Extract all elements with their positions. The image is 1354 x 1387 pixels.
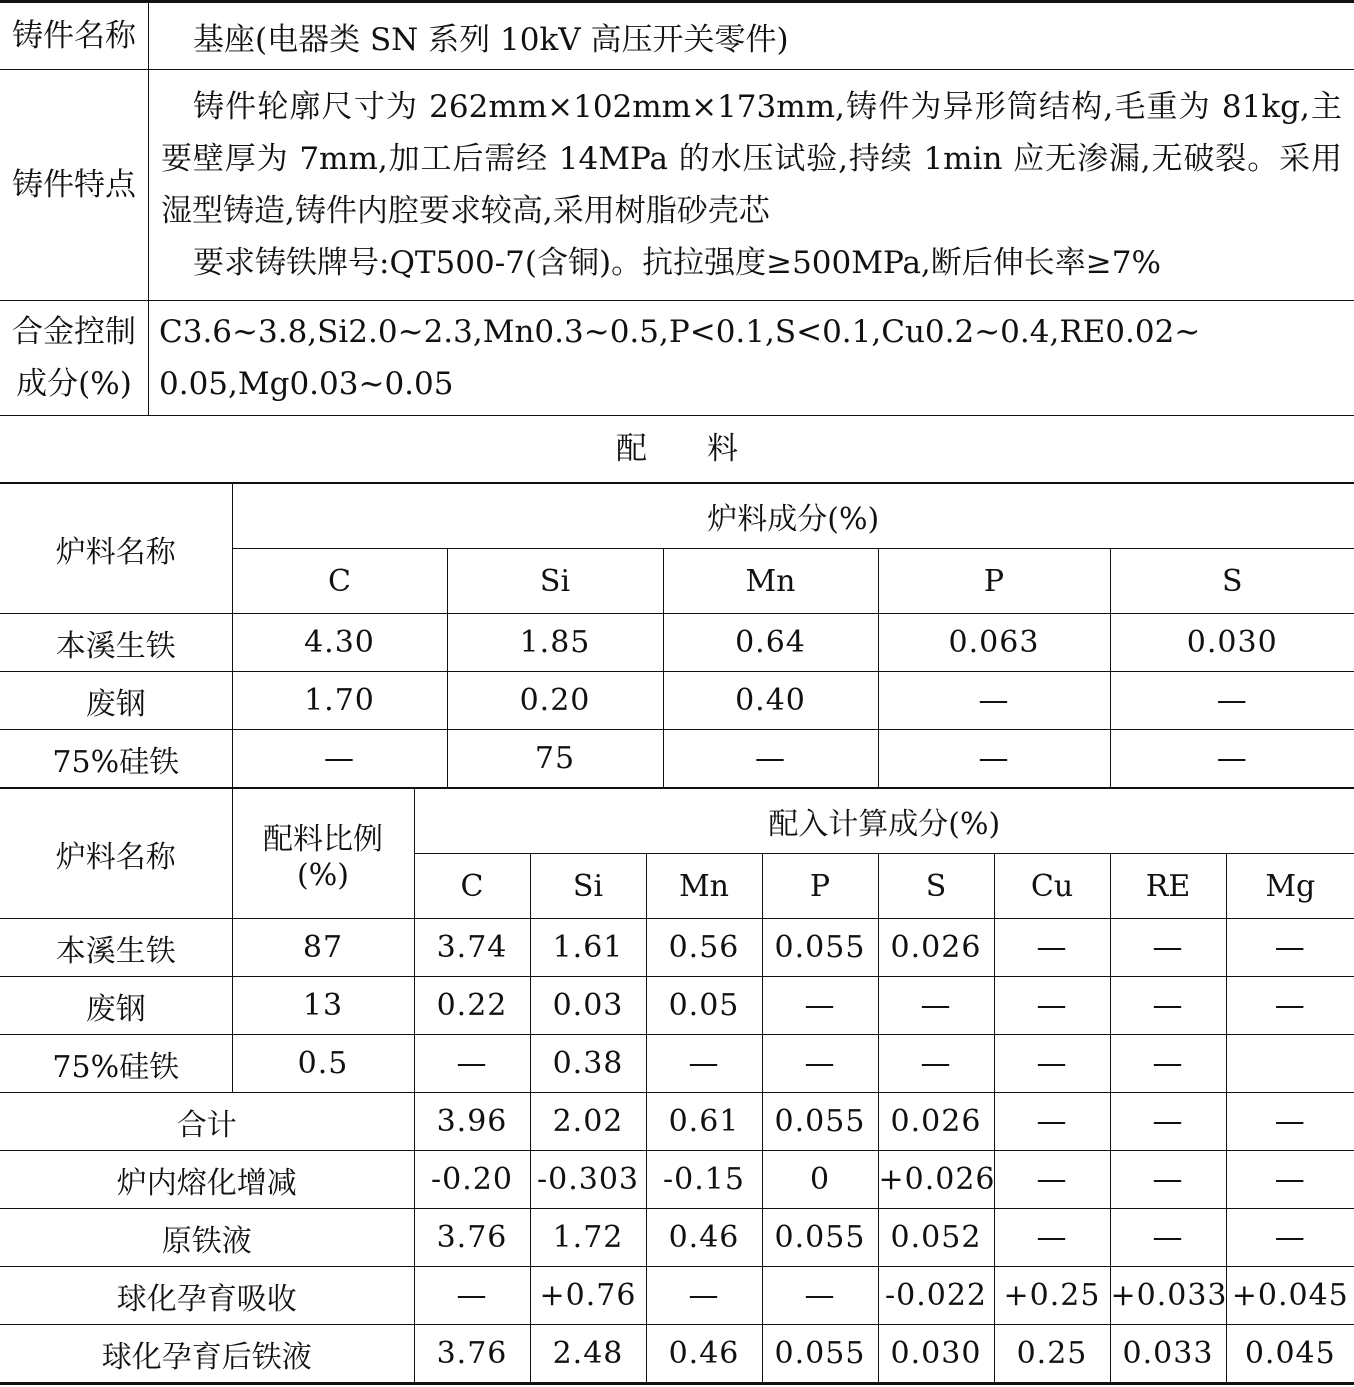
value-cell: —: [994, 977, 1110, 1035]
value-cell: 0.40: [663, 672, 878, 730]
value-cell: 2.48: [530, 1325, 646, 1384]
table-row: [0, 919, 1354, 977]
value-cell: —: [414, 1267, 530, 1325]
column-header: C: [414, 854, 530, 919]
value-cell: 0.20: [447, 672, 663, 730]
column-header: Si: [530, 854, 646, 919]
charge-group-header: 炉料成分(%): [232, 484, 1354, 549]
value-cell: 0.38: [530, 1035, 646, 1093]
value-cell: —: [1226, 977, 1354, 1035]
value-cell: —: [1110, 1209, 1226, 1267]
column-header: P: [878, 549, 1110, 614]
value-cell: —: [878, 672, 1110, 730]
material-name-cell: 废钢: [0, 977, 232, 1035]
info-row-alloy: [0, 301, 1354, 416]
column-header: S: [878, 854, 994, 919]
value-cell: 0.22: [414, 977, 530, 1035]
summary-name-cell: 合计: [0, 1093, 414, 1151]
summary-row: [0, 1209, 1354, 1267]
value-cell: —: [1110, 977, 1226, 1035]
features-paragraph-2: 要求铸铁牌号:QT500-7(含铜)。抗拉强度≥500MPa,断后伸长率≥7%: [193, 245, 1161, 281]
column-header: Mn: [646, 854, 762, 919]
value-cell: —: [1110, 1093, 1226, 1151]
value-cell: —: [878, 730, 1110, 788]
casting-name-label: 铸件名称: [0, 2, 149, 70]
alloy-text-line-1: C3.6~3.8,Si2.0~2.3,Mn0.3~0.5,P<0.1,S<0.1,Cu0.2~0.4,RE0.02~: [159, 314, 1201, 350]
column-header: S: [1110, 549, 1354, 614]
value-cell: 0: [762, 1151, 878, 1209]
value-cell: 0.055: [762, 1325, 878, 1384]
value-cell: 0.030: [1110, 614, 1354, 672]
column-header: C: [232, 549, 447, 614]
value-cell: —: [762, 1267, 878, 1325]
value-cell: 0.05: [646, 977, 762, 1035]
value-cell: 0.25: [994, 1325, 1110, 1384]
summary-name-cell: 球化孕育吸收: [0, 1267, 414, 1325]
alloy-label: [0, 301, 149, 416]
value-cell: 0.063: [878, 614, 1110, 672]
table-row: [0, 614, 1354, 672]
material-name-cell: 本溪生铁: [0, 614, 232, 672]
value-cell: —: [414, 1035, 530, 1093]
value-cell: 75: [447, 730, 663, 788]
casting-features-value: [149, 70, 1354, 301]
value-cell: —: [878, 977, 994, 1035]
column-header: RE: [1110, 854, 1226, 919]
summary-row: [0, 1325, 1354, 1384]
value-cell: —: [232, 730, 447, 788]
value-cell: 0.026: [878, 919, 994, 977]
column-header: Si: [447, 549, 663, 614]
value-cell: —: [878, 1035, 994, 1093]
value-cell: 1.72: [530, 1209, 646, 1267]
value-cell: 0.03: [530, 977, 646, 1035]
value-cell: 3.96: [414, 1093, 530, 1151]
column-header: Cu: [994, 854, 1110, 919]
value-cell: 0.61: [646, 1093, 762, 1151]
value-cell: —: [1110, 1035, 1226, 1093]
calc-group-header: 配入计算成分(%): [414, 789, 1354, 854]
table-row: [0, 672, 1354, 730]
casting-name-value: 基座(电器类 SN 系列 10kV 高压开关零件): [149, 2, 1354, 70]
table-row: [0, 730, 1354, 788]
value-cell: —: [1226, 1151, 1354, 1209]
value-cell: 0.055: [762, 919, 878, 977]
material-name-cell: 本溪生铁: [0, 919, 232, 977]
alloy-label-line-1: 合金控制: [12, 314, 136, 350]
value-cell: -0.20: [414, 1151, 530, 1209]
value-cell: 0.033: [1110, 1325, 1226, 1384]
calc-ratio-header-line-2: (%): [297, 858, 349, 893]
value-cell: -0.022: [878, 1267, 994, 1325]
value-cell: —: [994, 1209, 1110, 1267]
casting-features-label: 铸件特点: [0, 70, 149, 301]
value-cell: 0.56: [646, 919, 762, 977]
value-cell: —: [646, 1267, 762, 1325]
summary-row: [0, 1267, 1354, 1325]
table-row: [0, 977, 1354, 1035]
value-cell: 0.026: [878, 1093, 994, 1151]
value-cell: —: [762, 977, 878, 1035]
material-name-cell: 75%硅铁: [0, 1035, 232, 1093]
features-paragraph-1: 铸件轮廓尺寸为 262mm×102mm×173mm,铸件为异形筒结构,毛重为 81kg,主要壁厚为 7mm,加工后需经 14MPa 的水压试验,持续 1min 应无渗漏,无破裂。采用湿型铸造,铸件内腔要求较高,采用树脂砂壳芯: [161, 89, 1342, 229]
section-caption: 配料: [0, 416, 1354, 483]
alloy-label-line-2: 成分(%): [16, 366, 132, 402]
summary-row: [0, 1093, 1354, 1151]
value-cell: 0.052: [878, 1209, 994, 1267]
value-cell: —: [994, 919, 1110, 977]
summary-name-cell: 球化孕育后铁液: [0, 1325, 414, 1384]
alloy-value: [149, 301, 1354, 416]
value-cell: 0.055: [762, 1209, 878, 1267]
value-cell: —: [1110, 1151, 1226, 1209]
charge-composition-table: [0, 483, 1354, 788]
ratio-cell: 13: [232, 977, 414, 1035]
value-cell: —: [994, 1035, 1110, 1093]
value-cell: 1.70: [232, 672, 447, 730]
value-cell: 0.030: [878, 1325, 994, 1384]
summary-row: [0, 1151, 1354, 1209]
value-cell: 2.02: [530, 1093, 646, 1151]
value-cell: +0.76: [530, 1267, 646, 1325]
value-cell: —: [1226, 1093, 1354, 1151]
calc-ratio-header: [232, 789, 414, 919]
ratio-cell: 87: [232, 919, 414, 977]
value-cell: —: [762, 1035, 878, 1093]
value-cell: —: [994, 1093, 1110, 1151]
value-cell: 0.46: [646, 1325, 762, 1384]
value-cell: —: [994, 1151, 1110, 1209]
material-name-cell: 75%硅铁: [0, 730, 232, 788]
ratio-cell: 0.5: [232, 1035, 414, 1093]
value-cell: +0.033: [1110, 1267, 1226, 1325]
value-cell: 3.74: [414, 919, 530, 977]
value-cell: 0.64: [663, 614, 878, 672]
value-cell: 1.61: [530, 919, 646, 977]
summary-name-cell: 原铁液: [0, 1209, 414, 1267]
value-cell: +0.026: [878, 1151, 994, 1209]
material-name-cell: 废钢: [0, 672, 232, 730]
value-cell: +0.045: [1226, 1267, 1354, 1325]
summary-name-cell: 炉内熔化增减: [0, 1151, 414, 1209]
value-cell: [1226, 1035, 1354, 1093]
value-cell: 1.85: [447, 614, 663, 672]
value-cell: 0.045: [1226, 1325, 1354, 1384]
value-cell: 4.30: [232, 614, 447, 672]
column-header: Mg: [1226, 854, 1354, 919]
value-cell: -0.303: [530, 1151, 646, 1209]
value-cell: -0.15: [646, 1151, 762, 1209]
value-cell: 3.76: [414, 1325, 530, 1384]
value-cell: —: [1226, 919, 1354, 977]
value-cell: —: [1226, 1209, 1354, 1267]
calc-ratio-header-line-1: 配料比例: [263, 822, 383, 857]
value-cell: —: [1110, 672, 1354, 730]
calc-header-row: [0, 789, 1354, 854]
calculated-composition-table: [0, 788, 1354, 1385]
value-cell: —: [1110, 730, 1354, 788]
value-cell: +0.25: [994, 1267, 1110, 1325]
value-cell: —: [663, 730, 878, 788]
value-cell: —: [1110, 919, 1226, 977]
value-cell: 0.46: [646, 1209, 762, 1267]
casting-info-table: [0, 0, 1354, 416]
info-row-name: [0, 2, 1354, 70]
info-row-features: [0, 70, 1354, 301]
column-header: P: [762, 854, 878, 919]
value-cell: 3.76: [414, 1209, 530, 1267]
column-header: Mn: [663, 549, 878, 614]
charge-header-row: [0, 484, 1354, 549]
table-row: [0, 1035, 1354, 1093]
value-cell: 0.055: [762, 1093, 878, 1151]
calc-name-header: 炉料名称: [0, 789, 232, 919]
alloy-text-line-2: 0.05,Mg0.03~0.05: [159, 366, 454, 402]
value-cell: —: [646, 1035, 762, 1093]
charge-name-header: 炉料名称: [0, 484, 232, 614]
